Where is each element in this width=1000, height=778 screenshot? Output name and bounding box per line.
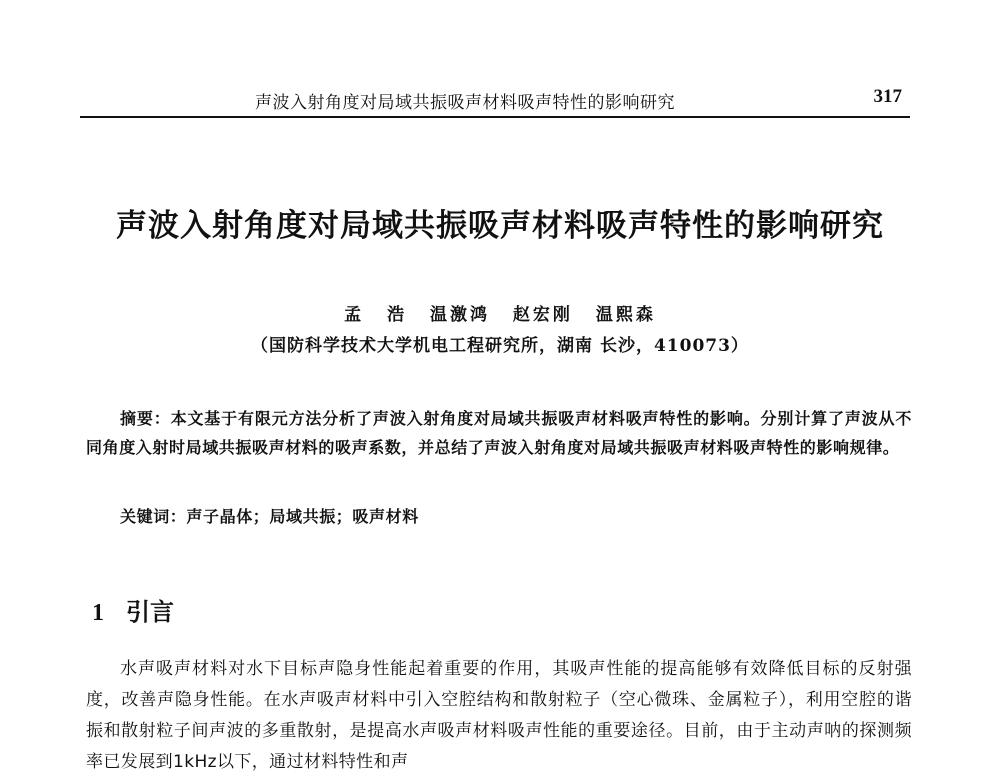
running-header (80, 86, 910, 118)
abstract-paragraph (86, 404, 912, 462)
page-number: 317 (873, 86, 902, 107)
paper-title: 声波入射角度对局域共振吸声材料吸声特性的影响研究 (116, 208, 884, 244)
abstract-label: 摘要： (120, 409, 171, 428)
section-heading (92, 592, 174, 627)
author-affiliation: （国防科学技术大学机电工程研究所，湖南 长沙，410073） (251, 336, 749, 356)
author-list: 孟 浩 温激鸿 赵宏刚 温熙森 (344, 305, 656, 325)
keywords-text: 声子晶体；局域共振；吸声材料 (186, 507, 419, 526)
section-title: 引言 (126, 598, 174, 626)
body-paragraph: 水声吸声材料对水下目标声隐身性能起着重要的作用，其吸声性能的提高能够有效降低目标的反射强度，改善声隐身性能。在水声吸声材料中引入空腔结构和散射粒子（空心微珠、金属粒子），利用空腔的谐振和散射粒子间声波的多重散射，是提高水声吸声材料吸声性能的重要途径。目前，由于主动声呐的探测频率已发展到1kHz以下，通过材料特性和声 (86, 659, 912, 772)
section-number: 1 (92, 600, 104, 626)
keywords-label: 关键词： (120, 507, 187, 526)
abstract-text: 本文基于有限元方法分析了声波入射角度对局域共振吸声材料吸声特性的影响。分别计算了声波从不同角度入射时局域共振吸声材料的吸声系数，并总结了声波入射角度对局域共振吸声材料吸声特性的影响规律。 (86, 409, 912, 457)
running-title: 声波入射角度对局域共振吸声材料吸声特性的影响研究 (255, 93, 675, 113)
keywords-line (120, 504, 419, 527)
